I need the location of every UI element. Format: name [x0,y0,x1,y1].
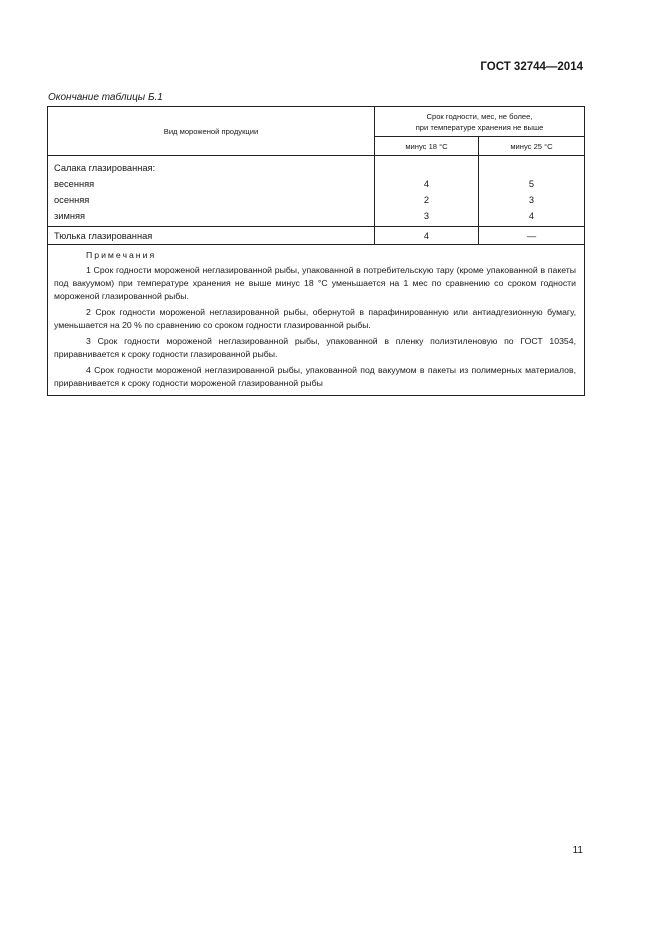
header-minus25: минус 25 °С [479,137,585,156]
document-code: ГОСТ 32744—2014 [480,61,583,73]
header-shelf-life [375,107,585,137]
autumn-minus25: 3 [528,195,535,205]
cell-product-names [48,156,375,227]
note-3: 3 Срок годности мороженой неглазированной рыбы, упакованной в пленку полиэтиленовую по ГОСТ 10354, приравнивается к сроку годности глазированной рыбы. [54,336,576,359]
note-1: 1 Срок годности мороженой неглазированной рыбы, упакованной в потребительскую тару (кроме упакованной в пакеты под вакуумом) при температуре хранения не выше минус 18 °С уменьшается на 1 мес по сравнению со сроком годности мороженой глазированной рыбы. [54,265,576,301]
table-caption: Окончание таблицы Б.1 [48,92,163,103]
table-row-notes [48,245,585,396]
notes-title: Примечания [86,250,157,260]
cell-minus25-values [479,156,585,227]
tyulka-minus25: — [479,227,585,245]
table-row-salaka [48,156,585,227]
salaka-spring: весенняя [54,179,95,189]
header-shelf-life-line1: Срок годности, мес, не более, [426,111,533,121]
page-number: 11 [572,845,583,856]
table-row-tyulka [48,227,585,245]
cell-minus18-values [375,156,479,227]
winter-minus25: 4 [528,211,535,221]
header-shelf-life-line2: при температуре хранения не выше [415,122,544,132]
spring-minus18: 4 [423,179,430,189]
header-product-type: Вид мороженой продукции [48,107,375,156]
winter-minus18: 3 [423,211,430,221]
salaka-winter: зимняя [54,211,86,221]
note-4: 4 Срок годности мороженой неглазированной рыбы, упакованной под вакуумом в пакеты из полимерных материалов, приравнивается к сроку годности мороженой глазированной рыбы [54,365,576,388]
salaka-title: Салака глазированная: [54,163,156,173]
tyulka-minus18: 4 [375,227,479,245]
note-2: 2 Срок годности мороженой неглазированной рыбы, обернутой в парафинированную или антиадгезионную бумагу, уменьшается на 20 % по сравнению со сроком годности глазированной рыбы. [54,307,576,330]
autumn-minus18: 2 [423,195,430,205]
tyulka-name: Тюлька глазированная [48,227,375,245]
salaka-autumn: осенняя [54,195,90,205]
header-minus18: минус 18 °С [375,137,479,156]
shelf-life-table [47,106,585,396]
spring-minus25: 5 [528,179,535,189]
notes-cell [48,245,585,396]
